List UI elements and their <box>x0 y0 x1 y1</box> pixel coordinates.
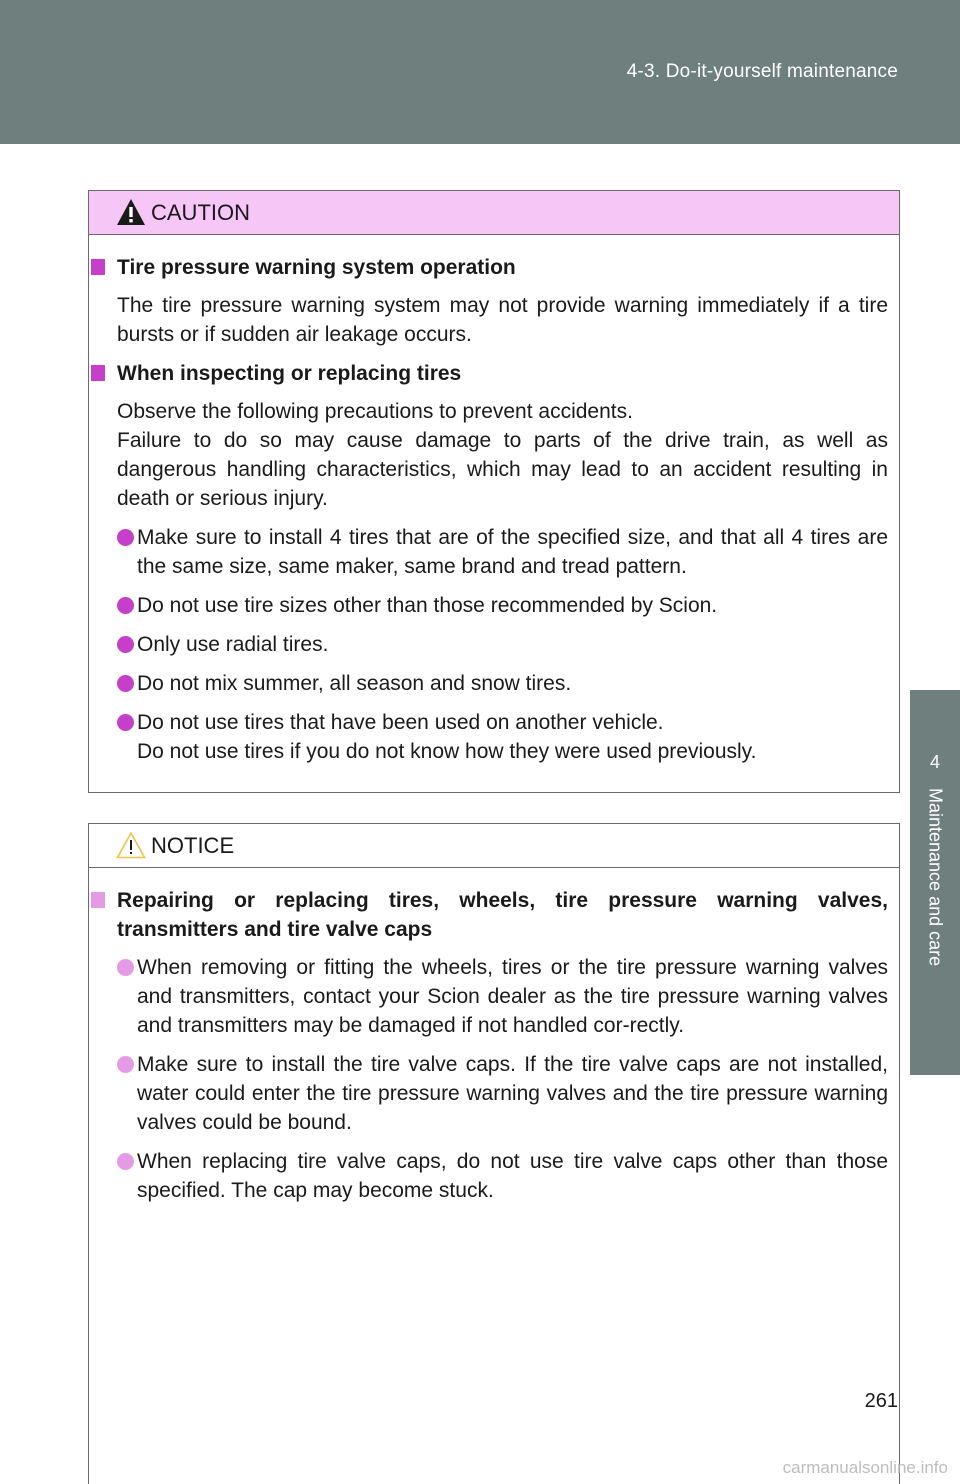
list-item-text: Do not mix summer, all season and snow tires. <box>137 672 572 695</box>
bullet-dot-icon <box>117 959 134 976</box>
list-item <box>105 1050 888 1137</box>
section-title: 4-3. Do-it-yourself maintenance <box>626 61 898 82</box>
notice-section-title <box>105 886 888 944</box>
section-square-icon <box>91 892 105 908</box>
list-item-text: Do not use tires if you do not know how they were used previously. <box>137 740 757 763</box>
notice-body <box>89 868 899 1205</box>
warning-triangle-icon <box>116 198 146 226</box>
page-header <box>0 0 960 144</box>
caution-label: CAUTION <box>151 200 250 225</box>
notice-section1-title: Repairing or replacing tires, wheels, tire pressure warning valves, transmitters and tire valve caps <box>117 889 888 941</box>
bullet-dot-icon <box>117 714 134 731</box>
list-item <box>105 669 888 698</box>
list-item <box>105 953 888 1040</box>
caution-section1-text: The tire pressure warning system may not provide warning immediately if a tire bursts or if sudden air leakage occurs. <box>117 294 888 346</box>
list-item-text: Only use radial tires. <box>137 633 329 656</box>
bullet-dot-icon <box>117 636 134 653</box>
page-number: 261 <box>864 1390 898 1412</box>
chapter-number: 4 <box>929 752 940 772</box>
list-item <box>105 1147 888 1205</box>
list-item-text: Do not use tires that have been used on another vehicle. <box>137 711 664 734</box>
bullet-dot-icon <box>117 675 134 692</box>
caution-box <box>88 190 900 793</box>
bullet-dot-icon <box>117 597 134 614</box>
chapter-label: Maintenance and care <box>925 788 946 967</box>
list-item-text: Make sure to install 4 tires that are of the specified size, and that all 4 tires are the same size, same maker, same brand and tread pattern. <box>137 526 888 578</box>
section-square-icon <box>91 365 105 381</box>
warning-triangle-outline-icon <box>116 831 146 859</box>
caution-body <box>89 235 899 766</box>
notice-box <box>88 823 900 1484</box>
list-item-text: Do not use tire sizes other than those recommended by Scion. <box>137 594 718 617</box>
list-item-text: When removing or fitting the wheels, tires or the tire pressure warning valves and transmitters, contact your Scion dealer as the tire pressure warning valves and transmitters may be damaged if not handled cor-rectly. <box>137 956 888 1037</box>
watermark: carmanualsonline.info <box>782 1458 948 1477</box>
caution-section2-line: Failure to do so may cause damage to parts of the drive train, as well as dangerous handling characteristics, which may lead to an accident resulting in death or serious injury. <box>117 429 888 510</box>
bullet-dot-icon <box>117 529 134 546</box>
chapter-tab <box>910 690 960 1075</box>
caution-section-title <box>105 359 888 388</box>
list-item <box>105 708 888 766</box>
list-item <box>105 523 888 581</box>
caution-section2-text <box>105 397 888 513</box>
notice-label: NOTICE <box>151 833 235 858</box>
caution-header <box>89 191 899 235</box>
list-item <box>105 630 888 659</box>
list-item-text: Make sure to install the tire valve caps. If the tire valve caps are not installed, water could enter the tire pressure warning valves and the tire pressure warning valves could be bound. <box>137 1053 888 1134</box>
notice-header <box>89 824 899 868</box>
bullet-dot-icon <box>117 1056 134 1073</box>
caution-section2-line: Observe the following precautions to prevent accidents. <box>117 400 633 423</box>
caution-section1-title: Tire pressure warning system operation <box>117 256 516 279</box>
bullet-dot-icon <box>117 1153 134 1170</box>
section-square-icon <box>91 259 105 275</box>
list-item-text: When replacing tire valve caps, do not use tire valve caps other than those specified. The cap may become stuck. <box>137 1150 888 1202</box>
list-item <box>105 591 888 620</box>
caution-section-title <box>105 253 888 282</box>
caution-section2-title: When inspecting or replacing tires <box>117 362 462 385</box>
